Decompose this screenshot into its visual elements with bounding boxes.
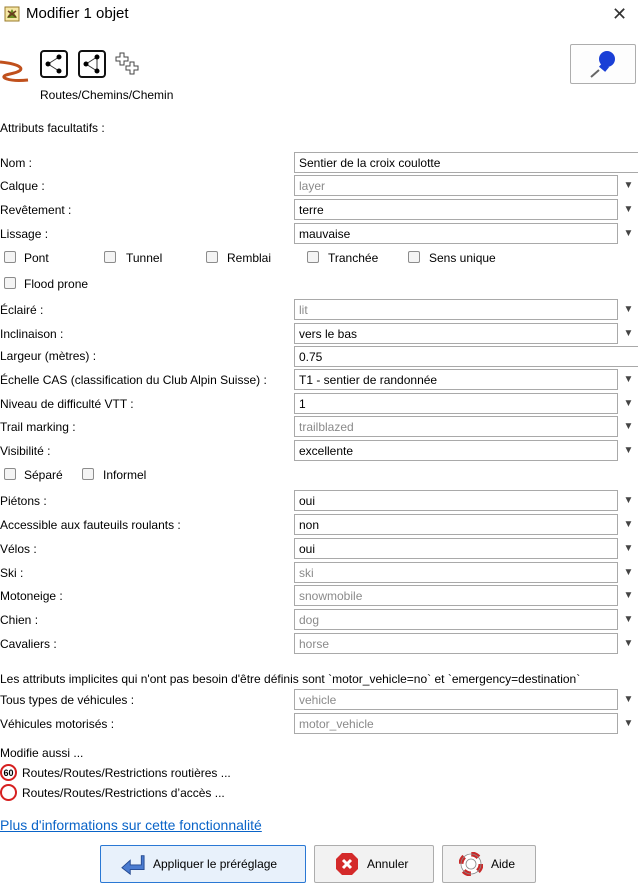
tunnel-checkbox[interactable] (104, 251, 116, 263)
pietons-label: Piétons : (0, 494, 47, 508)
calque-label: Calque : (0, 179, 45, 193)
remblai-label: Remblai (227, 251, 272, 265)
josm-app-icon (4, 6, 20, 22)
chien-label: Chien : (0, 613, 39, 627)
largeur-input[interactable]: 0.75 (294, 346, 638, 367)
sens-unique-checkbox[interactable] (408, 251, 420, 263)
chevron-down-icon[interactable]: ▼ (623, 718, 634, 729)
chevron-down-icon[interactable]: ▼ (623, 519, 634, 530)
lissage-label: Lissage : (0, 227, 49, 241)
preset-path: Routes/Chemins/Chemin (40, 88, 174, 102)
revetement-combo[interactable]: terre (294, 199, 618, 220)
cancel-button[interactable] (314, 845, 434, 883)
help-button[interactable] (442, 845, 536, 883)
difficulte-vtt-combo[interactable]: 1 (294, 393, 618, 414)
trail-marking-label: Trail marking : (0, 420, 76, 434)
informel-label: Informel (103, 468, 147, 482)
closed-way-select-icon[interactable] (78, 50, 106, 78)
close-icon[interactable]: ✕ (612, 4, 628, 24)
also-modify-heading: Modifie aussi ... (0, 746, 84, 760)
pin-button[interactable] (570, 44, 636, 84)
multipolygon-icon[interactable] (114, 50, 142, 78)
chevron-down-icon[interactable]: ▼ (623, 328, 634, 339)
eclaire-combo[interactable]: lit (294, 299, 618, 320)
inclinaison-label: Inclinaison : (0, 327, 64, 341)
apply-preset-label: Appliquer le préréglage (153, 857, 278, 871)
motoneige-label: Motoneige : (0, 589, 63, 603)
help-lifebuoy-icon (459, 852, 483, 876)
motoneige-combo[interactable]: snowmobile (294, 585, 618, 606)
informel-checkbox[interactable] (82, 468, 94, 480)
apply-preset-button[interactable] (100, 845, 306, 883)
ski-label: Ski : (0, 566, 24, 580)
chien-combo[interactable]: dog (294, 609, 618, 630)
visibilite-label: Visibilité : (0, 444, 51, 458)
tranchee-label: Tranchée (328, 251, 379, 265)
tunnel-label: Tunnel (126, 251, 163, 265)
echelle-cas-combo[interactable]: T1 - sentier de randonnée (294, 369, 618, 390)
more-info-link[interactable]: Plus d'informations sur cette fonctionnalité (0, 817, 262, 833)
trail-marking-combo[interactable]: trailblazed (294, 416, 618, 437)
speed-limit-icon[interactable]: 60 (0, 764, 17, 781)
pont-label: Pont (24, 251, 49, 265)
chevron-down-icon[interactable]: ▼ (623, 398, 634, 409)
flood-prone-checkbox[interactable] (4, 277, 16, 289)
chevron-down-icon[interactable]: ▼ (623, 228, 634, 239)
access-restrictions-link[interactable]: Routes/Routes/Restrictions d’accès ... (22, 786, 225, 800)
apply-arrow-icon (121, 852, 145, 876)
separe-label: Séparé (24, 468, 63, 482)
revetement-label: Revêtement : (0, 203, 72, 217)
calque-combo[interactable]: layer (294, 175, 618, 196)
cavaliers-combo[interactable]: horse (294, 633, 618, 654)
chevron-down-icon[interactable]: ▼ (623, 304, 634, 315)
nom-label: Nom : (0, 156, 33, 170)
sens-unique-label: Sens unique (429, 251, 496, 265)
vehicules-motorises-combo[interactable]: motor_vehicle (294, 713, 618, 734)
fauteuils-label: Accessible aux fauteuils roulants : (0, 518, 181, 532)
title-bar (0, 0, 638, 28)
way-select-icon[interactable] (40, 50, 68, 78)
pin-icon (571, 45, 635, 83)
access-restriction-icon[interactable] (0, 784, 17, 801)
chevron-down-icon[interactable]: ▼ (623, 204, 634, 215)
velos-combo[interactable]: oui (294, 538, 618, 559)
vehicules-motorises-label: Véhicules motorisés : (0, 717, 115, 731)
help-label: Aide (491, 857, 516, 871)
inclinaison-combo[interactable]: vers le bas (294, 323, 618, 344)
tous-vehicules-combo[interactable]: vehicle (294, 689, 618, 710)
chevron-down-icon[interactable]: ▼ (623, 445, 634, 456)
pont-checkbox[interactable] (4, 251, 16, 263)
path-preset-icon (0, 52, 30, 92)
separe-checkbox[interactable] (4, 468, 16, 480)
chevron-down-icon[interactable]: ▼ (623, 495, 634, 506)
optional-attributes-heading: Attributs facultatifs : (0, 121, 105, 135)
chevron-down-icon[interactable]: ▼ (623, 543, 634, 554)
chevron-down-icon[interactable]: ▼ (623, 180, 634, 191)
remblai-checkbox[interactable] (206, 251, 218, 263)
flood-prone-label: Flood prone (24, 277, 89, 291)
cancel-label: Annuler (367, 857, 409, 871)
visibilite-combo[interactable]: excellente (294, 440, 618, 461)
lissage-combo[interactable]: mauvaise (294, 223, 618, 244)
difficulte-vtt-label: Niveau de difficulté VTT : (0, 397, 134, 411)
tous-vehicules-label: Tous types de véhicules : (0, 693, 135, 707)
chevron-down-icon[interactable]: ▼ (623, 374, 634, 385)
largeur-label: Largeur (mètres) : (0, 349, 97, 363)
chevron-down-icon[interactable]: ▼ (623, 614, 634, 625)
chevron-down-icon[interactable]: ▼ (623, 590, 634, 601)
eclaire-label: Éclairé : (0, 303, 44, 317)
nom-input[interactable]: Sentier de la croix coulotte (294, 152, 638, 173)
window-title: Modifier 1 objet (26, 5, 129, 22)
implicit-attributes-note: Les attributs implicites qui n'ont pas besoin d'être définis sont `motor_vehicle=no` et `emergency=destination` (0, 672, 581, 686)
chevron-down-icon[interactable]: ▼ (623, 421, 634, 432)
pietons-combo[interactable]: oui (294, 490, 618, 511)
cavaliers-label: Cavaliers : (0, 637, 57, 651)
cancel-icon (335, 852, 359, 876)
road-restrictions-link[interactable]: Routes/Routes/Restrictions routières ... (22, 766, 231, 780)
chevron-down-icon[interactable]: ▼ (623, 638, 634, 649)
chevron-down-icon[interactable]: ▼ (623, 567, 634, 578)
echelle-cas-label: Échelle CAS (classification du Club Alpin Suisse) : (0, 373, 267, 387)
fauteuils-combo[interactable]: non (294, 514, 618, 535)
velos-label: Vélos : (0, 542, 37, 556)
tranchee-checkbox[interactable] (307, 251, 319, 263)
chevron-down-icon[interactable]: ▼ (623, 694, 634, 705)
ski-combo[interactable]: ski (294, 562, 618, 583)
